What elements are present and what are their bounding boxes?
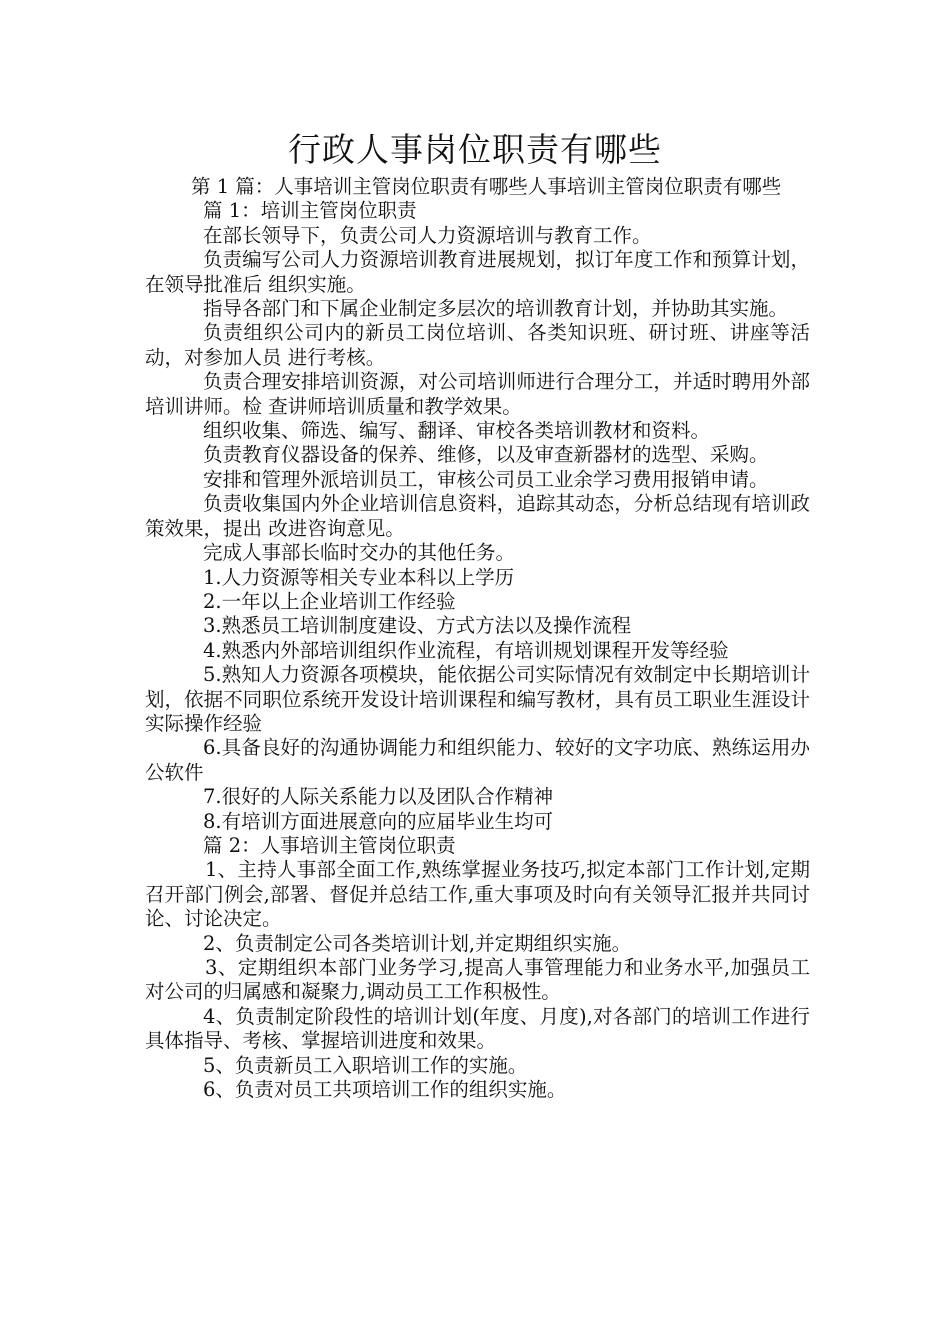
list-item: 2、负责制定公司各类培训计划,并定期组织实施。 <box>203 931 632 955</box>
document-body <box>145 175 810 1102</box>
paragraph: 完成人事部长临时交办的其他任务。 <box>203 541 516 565</box>
paragraph: 第 1 篇：人事培训主管岗位职责有哪些人事培训主管岗位职责有哪些 <box>191 175 782 198</box>
paragraph: 组织收集、筛选、编写、翻译、审校各类培训教材和资料。 <box>203 419 711 443</box>
paragraph: 负责合理安排培训资源，对公司培训师进行合理分工，并适时聘用外部培训讲师。检 查讲师培训质量和教学效果。 <box>145 370 810 418</box>
list-item: 7.很好的人际关系能力以及团队合作精神 <box>203 785 554 809</box>
list-item: 4.熟悉内外部培训组织作业流程，有培训规划课程开发等经验 <box>203 638 729 662</box>
list-item: 8.有培训方面进展意向的应届毕业生均可 <box>203 809 554 833</box>
paragraph: 安排和管理外派培训员工，审核公司员工业余学习费用报销申请。 <box>203 467 769 491</box>
list-item: 2.一年以上企业培训工作经验 <box>203 589 456 613</box>
section-heading: 篇 1：培训主管岗位职责 <box>203 199 417 223</box>
list-item: 6、负责对员工共项培训工作的组织实施。 <box>203 1078 567 1102</box>
list-item: 1.人力资源等相关专业本科以上学历 <box>203 565 515 589</box>
list-item: 3、定期组织本部门业务学习,提高人事管理能力和业务水平,加强员工对公司的归属感和凝聚力,调动员工工作积极性。 <box>145 956 810 1004</box>
paragraph: 负责收集国内外企业培训信息资料，追踪其动态，分析总结现有培训政策效果，提出 改进咨询意见。 <box>145 492 810 540</box>
list-item: 1、主持人事部全面工作,熟练掌握业务技巧,拟定本部门工作计划,定期召开部门例会,部署、督促并总结工作,重大事项及时向有关领导汇报并共同讨论、讨论决定。 <box>145 858 810 931</box>
list-item: 5.熟知人力资源各项模块，能依据公司实际情况有效制定中长期培训计划，依据不同职位系统开发设计培训课程和编写教材，具有员工职业生涯设计实际操作经验 <box>145 663 810 735</box>
paragraph: 在部长领导下，负责公司人力资源培训与教育工作。 <box>203 223 652 247</box>
paragraph: 指导各部门和下属企业制定多层次的培训教育计划，并协助其实施。 <box>203 297 789 321</box>
document-title: 行政人事岗位职责有哪些 <box>288 130 662 169</box>
paragraph: 负责教育仪器设备的保养、维修，以及审查新器材的选型、采购。 <box>203 443 769 467</box>
paragraph: 负责组织公司内的新员工岗位培训、各类知识班、研讨班、讲座等活动，对参加人员 进行考核。 <box>145 321 810 369</box>
list-item: 5、负责新员工入职培训工作的实施。 <box>203 1053 528 1077</box>
section-heading: 篇 2：人事培训主管岗位职责 <box>203 833 456 857</box>
list-item: 4、负责制定阶段性的培训计划(年度、月度),对各部门的培训工作进行具体指导、考核、掌握培训进度和效果。 <box>145 1004 810 1053</box>
paragraph: 负责编写公司人力资源培训教育进展规划，拟订年度工作和预算计划，在领导批准后 组织实施。 <box>145 248 810 296</box>
list-item: 6.具备良好的沟通协调能力和组织能力、较好的文字功底、熟练运用办公软件 <box>145 736 810 784</box>
list-item: 3.熟悉员工培训制度建设、方式方法以及操作流程 <box>203 614 632 638</box>
